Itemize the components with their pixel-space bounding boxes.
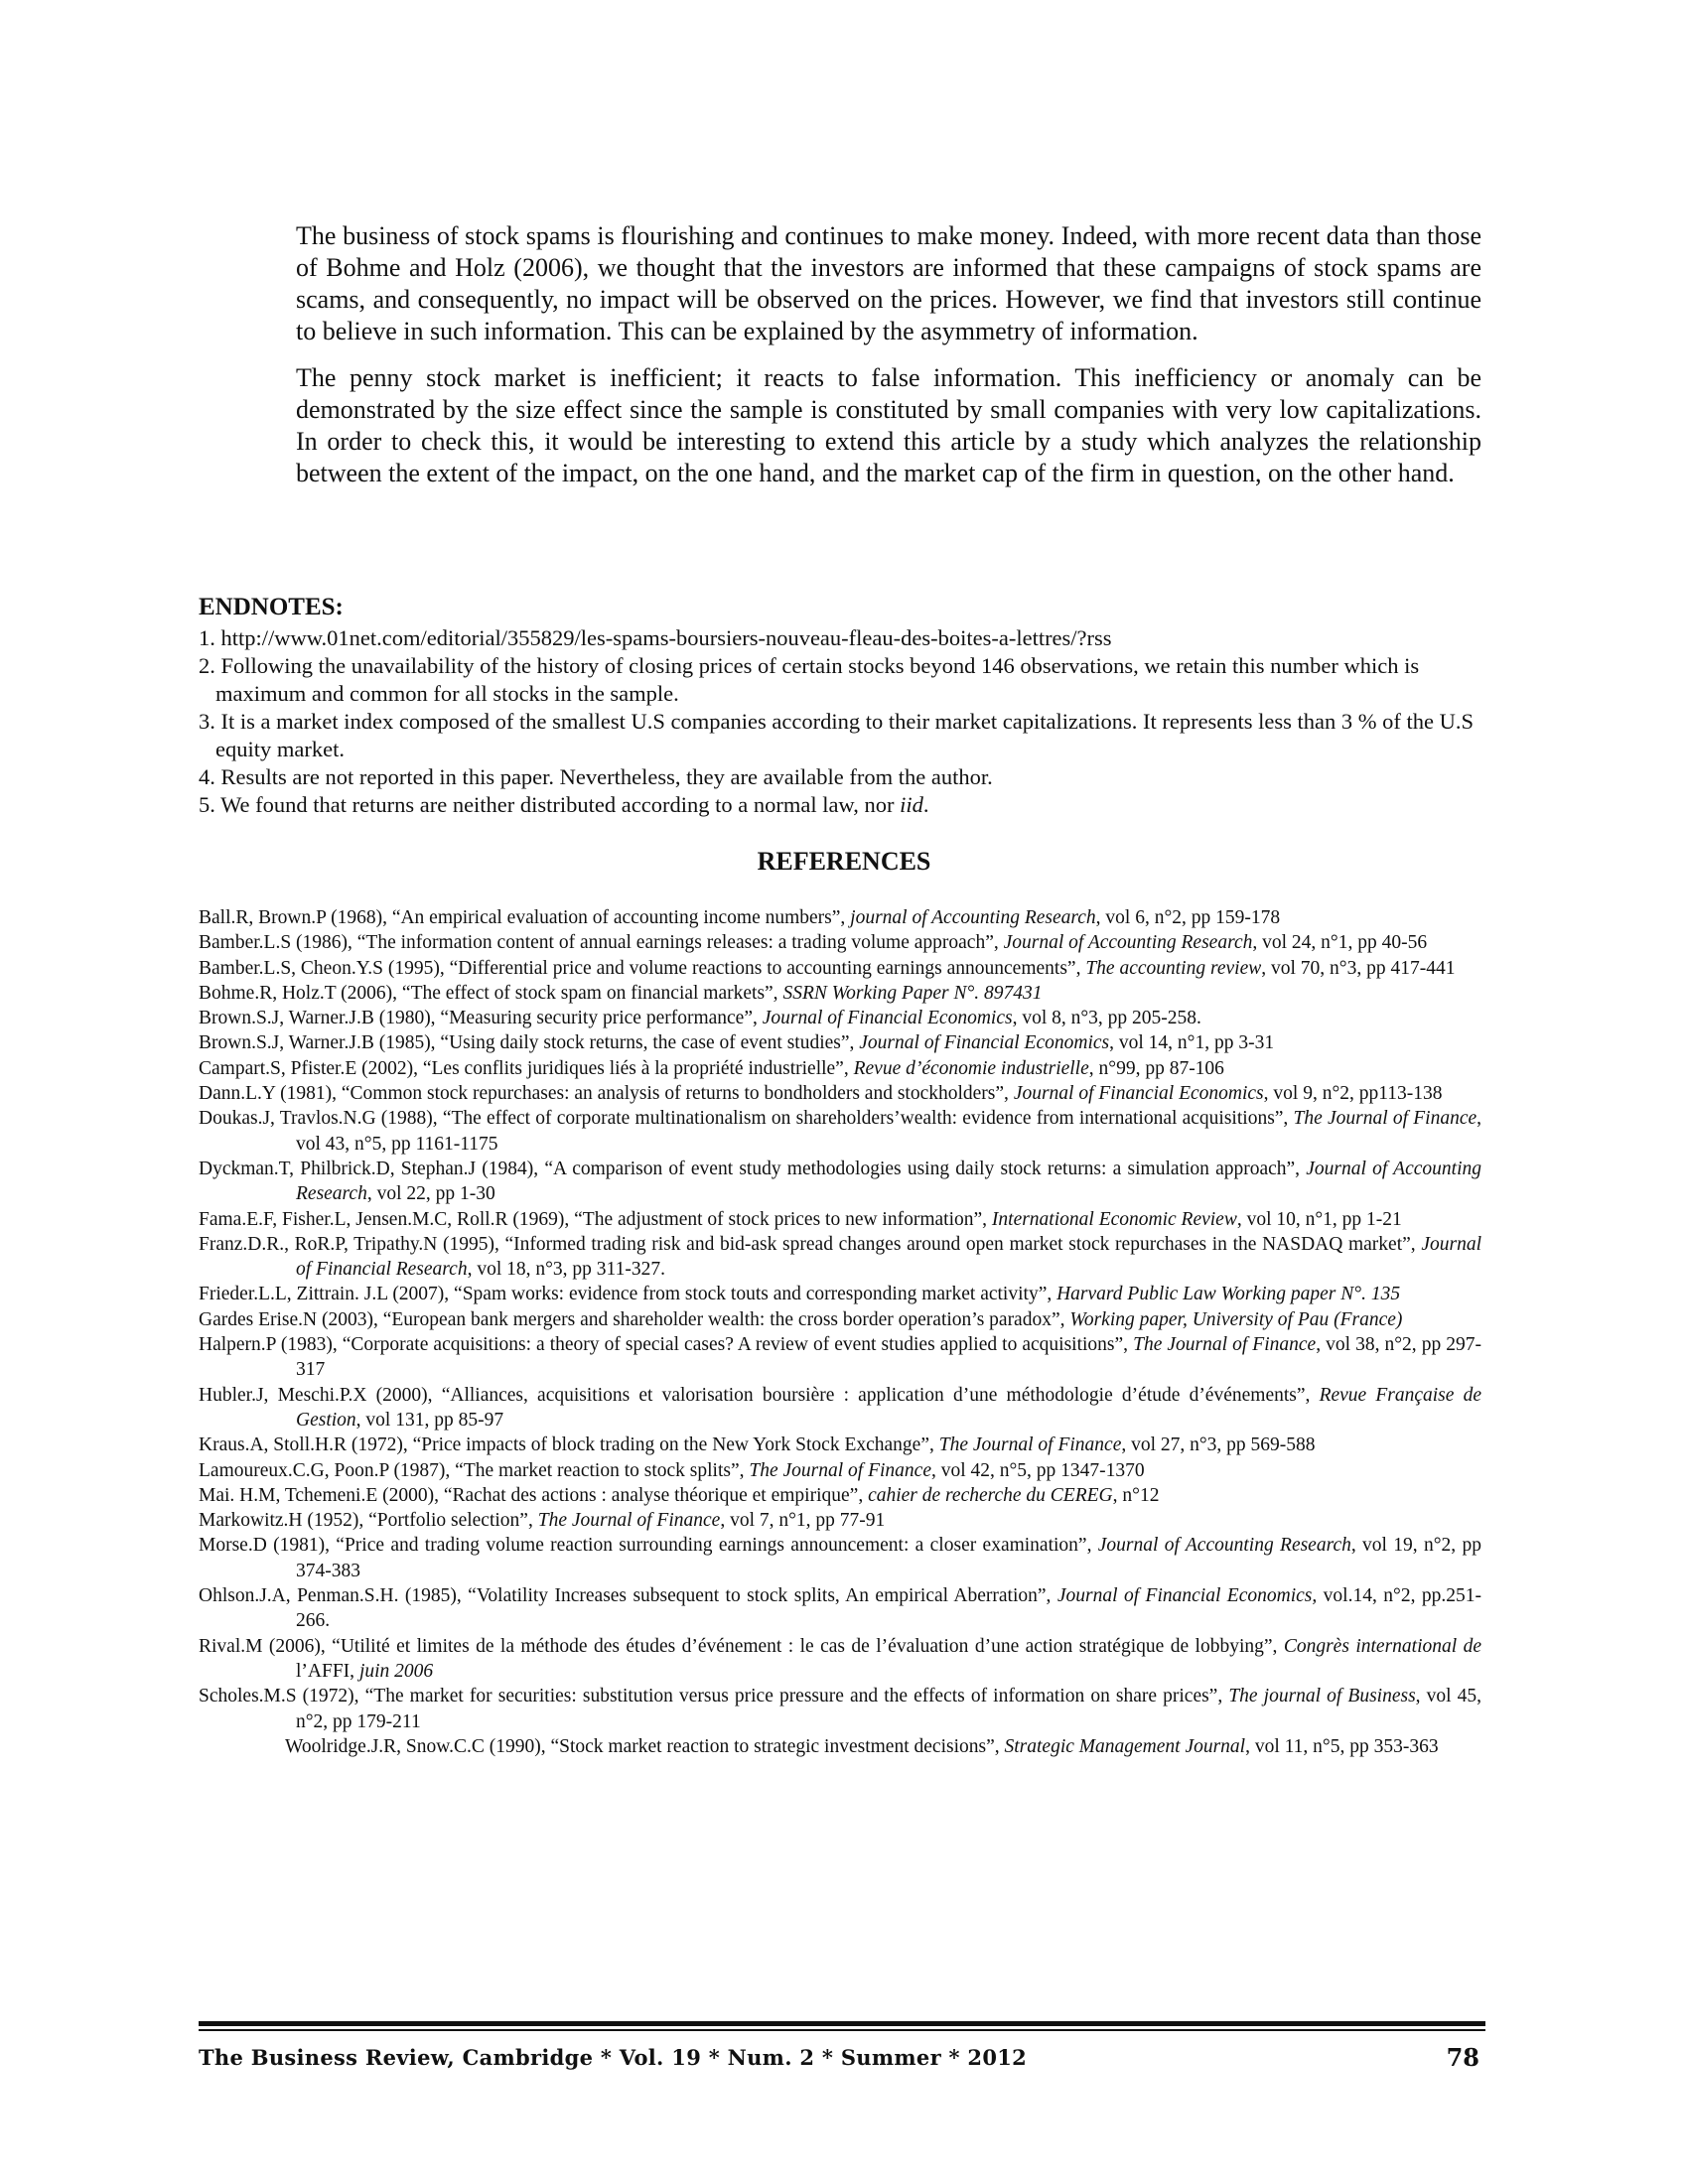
endnote-number: 1.	[199, 625, 215, 650]
conclusion-text	[296, 220, 1481, 504]
page-number: 78	[1446, 2043, 1479, 2072]
reference-text: Halpern.P (1983), “Corporate acquisitions: a theory of special cases? A review of event studies applied to acquisitions”,	[199, 1334, 1134, 1356]
reference-text: Kraus.A, Stoll.H.R (1972), “Price impacts of block trading on the New York Stock Exchange”,	[199, 1434, 939, 1456]
reference-item	[199, 1282, 1481, 1306]
reference-details: , vol 43, n°5, pp 1161-1175	[296, 1108, 1482, 1155]
reference-journal: Journal of Financial Economics	[1013, 1083, 1264, 1105]
reference-text: Bamber.L.S, Cheon.Y.S (1995), “Differential price and volume reactions to accounting earnings announcements”,	[199, 957, 1086, 979]
reference-journal-date: juin 2006	[358, 1660, 434, 1682]
reference-item	[199, 1583, 1481, 1634]
reference-details: , vol 24, n°1, pp 40-56	[1252, 932, 1428, 954]
references-title: REFERENCES	[757, 847, 931, 876]
reference-journal: journal of Accounting Research	[850, 907, 1096, 928]
reference-text: Lamoureux.C.G, Poon.P (1987), “The market reaction to stock splits”,	[199, 1459, 750, 1481]
body-paragraph: The business of stock spams is flourishing and continues to make money. Indeed, with more recent data than those of Bohme and Holz (2006), we thought that the investors are informed that these campaigns of stock spams are scams, and consequently, no impact will be observed on the prices. However, we find that investors still continue to believe in such information. This can be explained by the asymmetry of information.	[296, 221, 1481, 345]
reference-text: Fama.E.F, Fisher.L, Jensen.M.C, Roll.R (1969), “The adjustment of stock prices to new information”,	[199, 1208, 992, 1230]
reference-item	[199, 930, 1481, 955]
reference-details: , vol 131, pp 85-97	[355, 1409, 504, 1431]
reference-details: , vol 18, n°3, pp 311-327.	[467, 1259, 665, 1281]
reference-journal: SSRN Working Paper N°. 897431	[782, 982, 1043, 1004]
endnote-number: 4.	[199, 764, 215, 789]
reference-item	[199, 1232, 1481, 1283]
reference-item	[199, 1056, 1481, 1081]
reference-text: Dann.L.Y (1981), “Common stock repurchases: an analysis of returns to bondholders and stockholders”,	[199, 1083, 1014, 1105]
reference-text: Mai. H.M, Tchemeni.E (2000), “Rachat des actions : analyse théorique et empirique”,	[199, 1484, 869, 1506]
reference-details: , vol 8, n°3, pp 205-258.	[1012, 1008, 1201, 1029]
reference-text: Franz.D.R., RoR.P, Tripathy.N (1995), “Informed trading risk and bid-ask spread changes around open market stock repurchases in the NASDAQ market”,	[199, 1233, 1422, 1255]
endnotes-title: ENDNOTES:	[199, 594, 344, 620]
reference-details: , vol 10, n°1, pp 1-21	[1236, 1208, 1402, 1230]
reference-text: Rival.M (2006), “Utilité et limites de la méthode des études d’événement : le cas de l’évaluation d’une action stratégique de lobbying”,	[199, 1635, 1284, 1657]
reference-text: Woolridge.J.R, Snow.C.C (1990), “Stock market reaction to strategic investment decisions”,	[285, 1735, 1005, 1757]
reference-item	[199, 1332, 1481, 1383]
reference-item	[199, 1207, 1481, 1232]
reference-details: , vol 7, n°1, pp 77-91	[720, 1510, 886, 1532]
reference-details: , vol 27, n°3, pp 569-588	[1121, 1434, 1316, 1456]
reference-journal: Journal of Accounting Research	[1097, 1535, 1351, 1557]
reference-details: , n°12	[1112, 1484, 1160, 1506]
reference-details: vol.14, n°2, pp.251-266.	[296, 1585, 1481, 1632]
reference-text: Bamber.L.S (1986), “The information content of annual earnings releases: a trading volume approach”,	[199, 932, 1004, 954]
reference-journal: The journal of Business	[1228, 1686, 1416, 1707]
reference-details: , vol 19, n°2, pp 374-383	[296, 1535, 1481, 1581]
reference-journal: The Journal of Finance	[749, 1459, 931, 1481]
reference-text: Frieder.L.L, Zittrain. J.L (2007), “Spam works: evidence from stock touts and corresponding market activity”,	[199, 1284, 1057, 1305]
endnote-item	[199, 624, 1489, 652]
reference-item	[199, 1106, 1481, 1157]
reference-details: , vol 22, pp 1-30	[366, 1183, 495, 1205]
reference-item	[199, 1634, 1481, 1685]
reference-journal: Revue d’économie industrielle	[853, 1057, 1089, 1079]
reference-journal: Working paper, University of Pau (France)	[1069, 1308, 1403, 1330]
reference-details: , vol 38, n°2, pp 297-317	[296, 1334, 1481, 1381]
reference-text: Doukas.J, Travlos.N.G (1988), “The effect of corporate multinationalism on shareholders’wealth: evidence from international acquisitions”,	[199, 1108, 1294, 1130]
endnote-number: 2.	[199, 653, 215, 678]
reference-item	[199, 1508, 1481, 1533]
reference-details: , vol 42, n°5, pp 1347-1370	[930, 1459, 1145, 1481]
reference-text: Bohme.R, Holz.T (2006), “The effect of stock spam on financial markets”,	[199, 982, 783, 1004]
reference-text: Scholes.M.S (1972), “The market for securities: substitution versus price pressure and the effects of information on share prices”,	[199, 1686, 1229, 1707]
endnote-item	[199, 652, 1489, 708]
reference-item	[199, 956, 1481, 981]
reference-journal: The accounting review	[1085, 957, 1262, 979]
reference-text: Markowitz.H (1952), “Portfolio selection”,	[199, 1510, 538, 1532]
reference-item	[199, 1307, 1481, 1332]
endnote-italic: iid	[900, 792, 923, 817]
reference-journal: The Journal of Finance	[1293, 1108, 1477, 1130]
reference-text: Campart.S, Pfister.E (2002), “Les conflits juridiques liés à la propriété industrielle”,	[199, 1057, 854, 1079]
reference-journal: Journal of Accounting Research	[1003, 932, 1253, 954]
reference-details: , vol 6, n°2, pp 159-178	[1095, 907, 1281, 928]
endnote-link[interactable]: http://www.01net.com/editorial/355829/les-spams-boursiers-nouveau-fleau-des-boites-a-lettres/?rss	[220, 625, 1112, 650]
reference-journal: Journal of Accounting Research	[296, 1158, 1481, 1205]
reference-item	[199, 981, 1481, 1006]
reference-item	[199, 905, 1481, 930]
references-list	[199, 905, 1481, 1759]
reference-text: Dyckman.T, Philbrick.D, Stephan.J (1984), “A comparison of event study methodologies using daily stock returns: a simulation approach”,	[199, 1158, 1307, 1179]
endnote-text: It is a market index composed of the smallest U.S companies according to their market capitalizations. It represents less than 3 % of the U.S equity market.	[215, 709, 1475, 761]
reference-item	[199, 1006, 1481, 1030]
reference-details: , vol 11, n°5, pp 353-363	[1245, 1735, 1439, 1757]
footer-rule	[199, 2021, 1485, 2026]
endnote-text: Following the unavailability of the history of closing prices of certain stocks beyond 146 observations, we retain this number which is maximum and common for all stocks in the sample.	[215, 653, 1420, 706]
reference-item	[199, 1383, 1481, 1433]
endnotes-section	[199, 592, 1489, 819]
reference-text: Brown.S.J, Warner.J.B (1985), “Using daily stock returns, the case of event studies”,	[199, 1032, 860, 1054]
reference-item	[199, 1684, 1481, 1734]
reference-item	[199, 1483, 1481, 1508]
reference-journal: Revue Française de Gestion	[296, 1384, 1481, 1431]
reference-journal: Journal of Financial Economics	[859, 1032, 1110, 1054]
reference-journal: Journal of Financial Economics,	[1056, 1585, 1318, 1607]
endnote-number: 5.	[199, 792, 215, 817]
reference-journal: The Journal of Finance	[938, 1434, 1122, 1456]
reference-text: Ball.R, Brown.P (1968), “An empirical evaluation of accounting income numbers”,	[199, 907, 851, 928]
reference-journal: The Journal of Finance	[1133, 1334, 1317, 1356]
reference-text: Morse.D (1981), “Price and trading volume reaction surrounding earnings announcement: a closer examination”,	[199, 1535, 1098, 1557]
reference-details: , vol 70, n°3, pp 417-441	[1261, 957, 1456, 979]
reference-journal: Strategic Management Journal	[1004, 1735, 1246, 1757]
reference-details: , n°99, pp 87-106	[1088, 1057, 1224, 1079]
reference-text: Hubler.J, Meschi.P.X (2000), “Alliances, acquisitions et valorisation boursière : application d’une méthodologie d’étude d’événements”,	[199, 1384, 1320, 1406]
reference-item	[199, 1157, 1481, 1207]
reference-item	[199, 1081, 1481, 1106]
footer-journal-info: The Business Review, Cambridge * Vol. 19 * Num. 2 * Summer * 2012	[199, 2045, 1028, 2070]
body-paragraph: The penny stock market is inefficient; it reacts to false information. This inefficiency or anomaly can be demonstrated by the size effect since the sample is constituted by small companies with very low capitalizations. In order to check this, it would be interesting to extend this article by a study which analyzes the relationship between the extent of the impact, on the one hand, and the market cap of the firm in question, on the other hand.	[296, 363, 1481, 487]
reference-journal: International Economic Review	[991, 1208, 1237, 1230]
reference-text: Gardes Erise.N (2003), “European bank mergers and shareholder wealth: the cross border operation’s paradox”,	[199, 1308, 1070, 1330]
reference-journal: Journal of Financial Research	[296, 1233, 1481, 1281]
reference-journal: Harvard Public Law Working paper N°. 135	[1056, 1284, 1401, 1305]
endnote-text: Results are not reported in this paper. Nevertheless, they are available from the author.	[220, 764, 993, 789]
endnote-item	[199, 708, 1489, 763]
reference-journal: cahier de recherche du CEREG	[868, 1484, 1113, 1506]
endnote-tail: .	[922, 792, 929, 817]
reference-details: , vol 45, n°2, pp 179-211	[296, 1686, 1482, 1732]
reference-text: Ohlson.J.A, Penman.S.H. (1985), “Volatility Increases subsequent to stock splits, An empirical Aberration”,	[199, 1585, 1057, 1607]
reference-journal: Congrès international de	[1283, 1635, 1481, 1657]
reference-journal: Journal of Financial Economics	[762, 1008, 1013, 1029]
reference-item	[199, 1734, 1481, 1759]
endnote-item	[199, 763, 1489, 791]
reference-item	[199, 1433, 1481, 1457]
reference-item	[199, 1030, 1481, 1055]
reference-item	[199, 1458, 1481, 1483]
endnote-text: We found that returns are neither distributed according to a normal law, nor	[220, 792, 901, 817]
reference-text: Brown.S.J, Warner.J.B (1980), “Measuring security price performance”,	[199, 1008, 763, 1029]
reference-details: , vol 14, n°1, pp 3-31	[1109, 1032, 1275, 1054]
reference-details: l’AFFI,	[296, 1660, 359, 1682]
footer-rule-thin	[199, 2029, 1485, 2031]
reference-journal: The Journal of Finance	[537, 1510, 721, 1532]
reference-details: , vol 9, n°2, pp113-138	[1263, 1083, 1443, 1105]
reference-item	[199, 1533, 1481, 1583]
endnote-item	[199, 791, 1489, 819]
endnote-number: 3.	[199, 709, 215, 734]
